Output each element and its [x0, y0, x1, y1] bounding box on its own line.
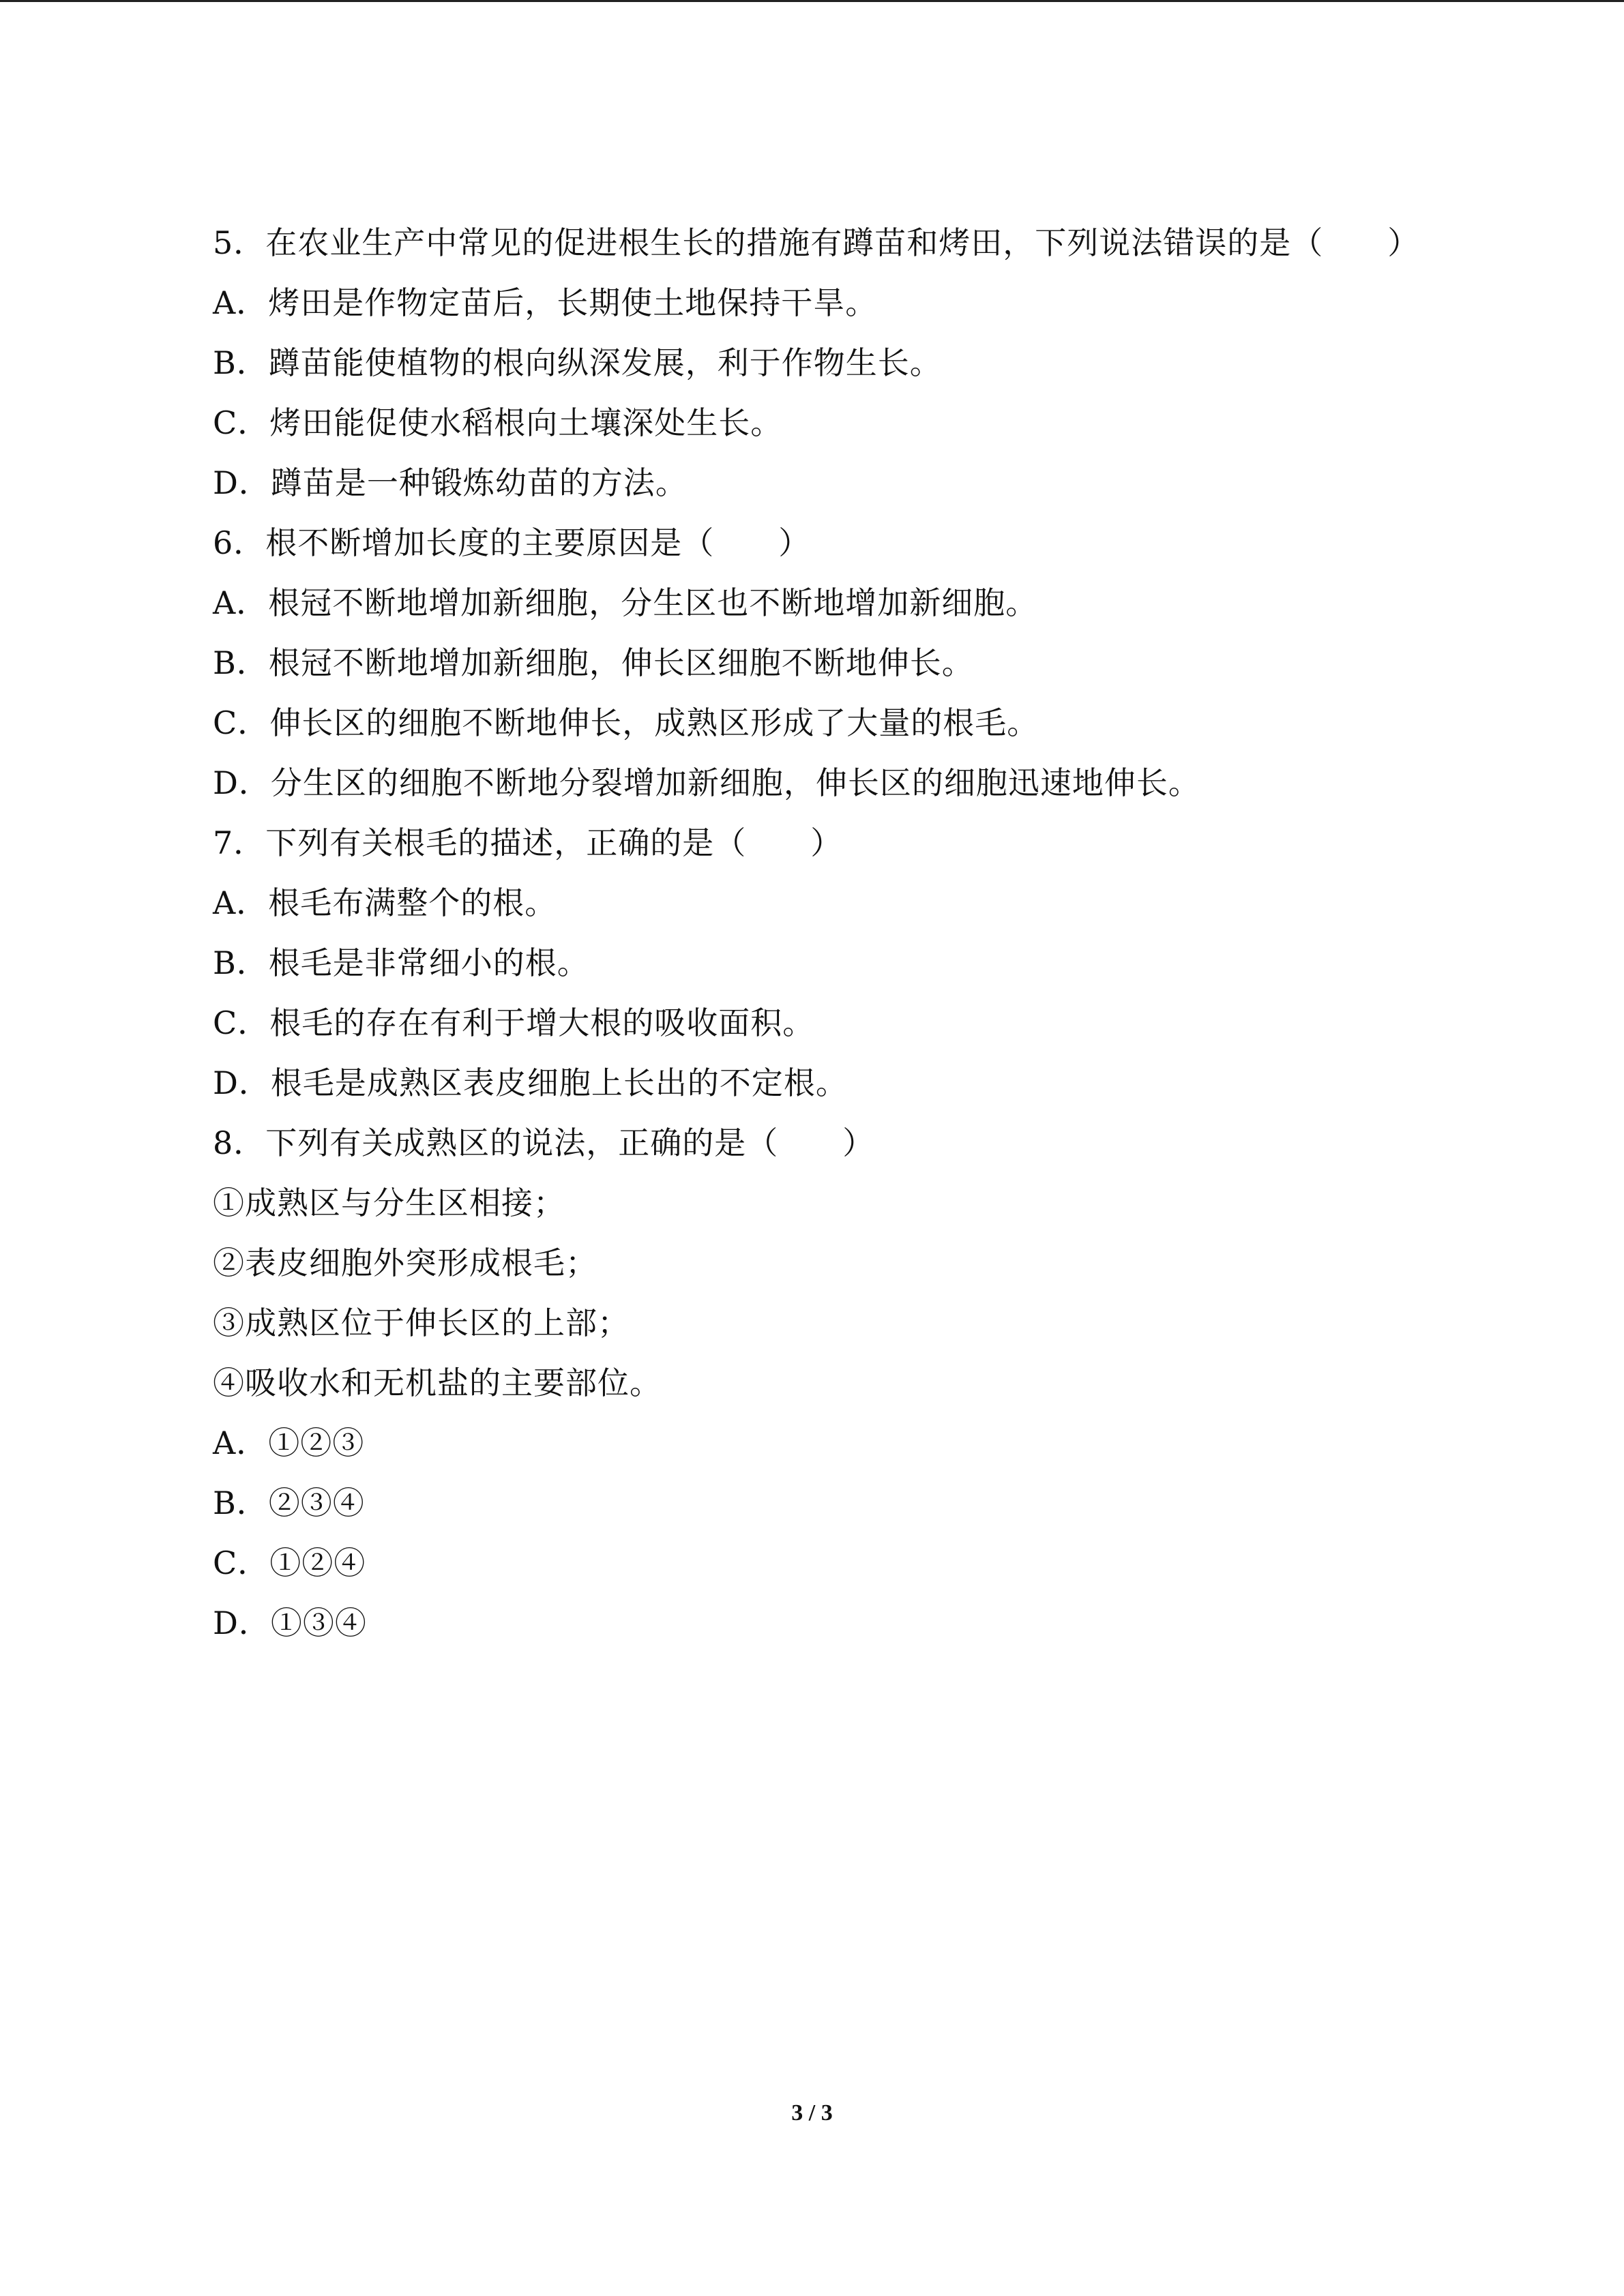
question-stem: 7．下列有关根毛的描述，正确的是（ ） — [213, 824, 843, 861]
option-a: A．根冠不断地增加新细胞，分生区也不断地增加新细胞。 — [213, 584, 1038, 621]
option-b: B．蹲苗能使植物的根向纵深发展，利于作物生长。 — [213, 344, 942, 381]
option-c: C．①②④ — [213, 1545, 366, 1581]
question-7 — [213, 813, 1509, 1113]
question-6 — [213, 513, 1509, 813]
question-stem: 5．在农业生产中常见的促进根生长的措施有蹲苗和烤田，下列说法错误的是（ ） — [213, 224, 1420, 261]
question-5 — [213, 213, 1509, 513]
top-border-line — [0, 0, 1624, 2]
option-d: D．①③④ — [213, 1605, 367, 1641]
statement-1: ①成熟区与分生区相接； — [213, 1184, 565, 1221]
option-b: B．根毛是非常细小的根。 — [213, 944, 589, 981]
document-body — [213, 213, 1509, 1653]
question-stem: 6．根不断增加长度的主要原因是（ ） — [213, 524, 811, 561]
option-c: C．根毛的存在有利于增大根的吸收面积。 — [213, 1004, 815, 1041]
option-d: D．分生区的细胞不断地分裂增加新细胞，伸长区的细胞迅速地伸长。 — [213, 764, 1200, 801]
option-a: A．根毛布满整个的根。 — [213, 884, 557, 921]
statement-4: ④吸收水和无机盐的主要部位。 — [213, 1365, 662, 1401]
option-d: D．蹲苗是一种锻炼幼苗的方法。 — [213, 464, 688, 501]
question-stem: 8．下列有关成熟区的说法，正确的是（ ） — [213, 1124, 875, 1161]
option-b: B．②③④ — [213, 1485, 365, 1521]
question-8 — [213, 1113, 1509, 1653]
option-c: C．伸长区的细胞不断地伸长，成熟区形成了大量的根毛。 — [213, 704, 1039, 741]
statement-3: ③成熟区位于伸长区的上部； — [213, 1304, 630, 1341]
option-a: A．①②③ — [213, 1425, 365, 1461]
statement-2: ②表皮细胞外突形成根毛； — [213, 1244, 597, 1281]
option-c: C．烤田能促使水稻根向土壤深处生长。 — [213, 404, 783, 441]
option-b: B．根冠不断地增加新细胞，伸长区细胞不断地伸长。 — [213, 644, 974, 681]
option-a: A．烤田是作物定苗后，长期使土地保持干旱。 — [213, 284, 878, 321]
option-d: D．根毛是成熟区表皮细胞上长出的不定根。 — [213, 1064, 848, 1101]
page-number: 3 / 3 — [791, 2100, 833, 2126]
